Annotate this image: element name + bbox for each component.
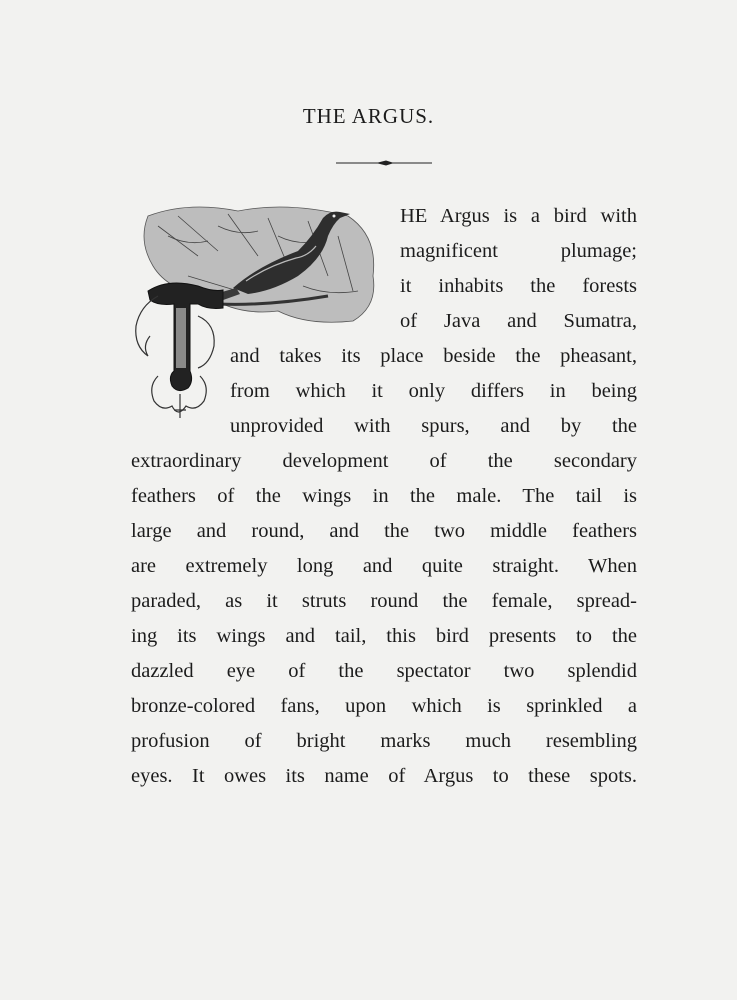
text-line: bronze-colored fans, upon which is sprinkled a	[131, 695, 637, 717]
decorative-letter-t-icon	[136, 283, 223, 418]
text-line: ing its wings and tail, this bird presents to the	[131, 625, 637, 647]
page-title: THE ARGUS.	[302, 104, 435, 128]
text-line: and takes its place beside the pheasant,	[230, 345, 637, 367]
text-line: from which it only differs in being	[230, 380, 637, 402]
text-line: are extremely long and quite straight. When	[131, 555, 637, 577]
ornamental-rule	[336, 158, 432, 168]
text-line: profusion of bright marks much resembling	[131, 730, 637, 752]
text-line: extraordinary development of the secondary	[131, 450, 637, 472]
text-line: paraded, as it struts round the female, spread-	[131, 590, 637, 612]
text-line: HE Argus is a bird with	[400, 205, 637, 227]
text-line: large and round, and the two middle feathers	[131, 520, 637, 542]
text-line: unprovided with spurs, and by the	[230, 415, 637, 437]
text-line: magnificent plumage;	[400, 240, 637, 262]
text-line: dazzled eye of the spectator two splendid	[131, 660, 637, 682]
text-line: feathers of the wings in the male. The tail is	[131, 485, 637, 507]
text-line: eyes. It owes its name of Argus to these spots.	[131, 765, 637, 787]
text-line: it inhabits the forests	[400, 275, 637, 297]
text-line: of Java and Sumatra,	[400, 310, 637, 332]
